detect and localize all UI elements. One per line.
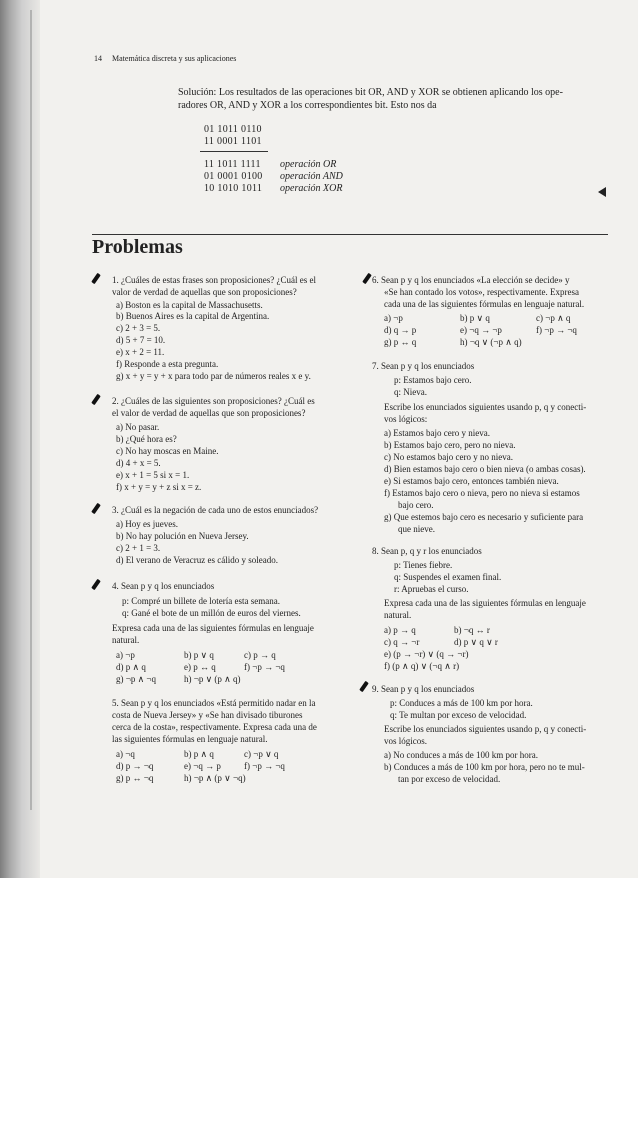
right-problem-line: q: Suspendes el examen final.: [394, 572, 502, 582]
operand-2: 11 0001 1101: [204, 136, 262, 147]
left-problem-line: q: Gané el bote de un millón de euros del viernes.: [122, 608, 301, 618]
right-problem-line: vos lógicos:: [384, 414, 428, 424]
result-and-label: operación AND: [280, 171, 343, 182]
left-problem-line: 4. Sean p y q los enunciados: [112, 581, 215, 591]
left-problem-line: a) Boston es la capital de Massachusetts.: [116, 300, 263, 310]
left-problem-line: e) ¬q → p: [184, 761, 221, 771]
right-problem-line: bajo cero.: [398, 500, 434, 510]
right-problem-line: e) Si estamos bajo cero, entonces también nieva.: [384, 476, 559, 486]
left-problem-line: a) No pasar.: [116, 422, 160, 432]
right-problem-line: e) (p → ¬r) ∨ (q → ¬r): [384, 649, 469, 659]
section-title: Problemas: [92, 236, 183, 258]
left-problem-line: g) x + y = y + x para todo par de números reales x e y.: [116, 371, 311, 381]
right-problem-line: b) Estamos bajo cero, pero no nieva.: [384, 440, 516, 450]
operand-1: 01 1011 0110: [204, 124, 262, 135]
right-problem-line: d) p ∨ q ∨ r: [454, 637, 498, 647]
pen-mark: [91, 394, 101, 405]
right-problem-line: f) Estamos bajo cero o nieva, pero no nieva si estamos: [384, 488, 580, 498]
left-problem-line: p: Compré un billete de lotería esta semana.: [122, 596, 280, 606]
right-problem-line: 8. Sean p, q y r los enunciados: [372, 546, 482, 556]
left-problem-line: b) p ∧ q: [184, 749, 214, 759]
left-problem-line: e) x + 2 = 11.: [116, 347, 165, 357]
left-problem-line: f) ¬p → ¬q: [244, 761, 285, 771]
right-problem-line: q: Te multan por exceso de velocidad.: [390, 710, 527, 720]
left-problem-line: d) p ∧ q: [116, 662, 146, 672]
right-problem-line: «Se han contado los votos», respectivamente. Expresa: [384, 287, 579, 297]
left-problem-line: e) x + 1 = 5 si x = 1.: [116, 470, 190, 480]
result-or-bits: 11 1011 1111: [204, 159, 261, 170]
right-problem-line: a) Estamos bajo cero y nieva.: [384, 428, 490, 438]
left-problem-line: costa de Nueva Jersey» y «Se han divisado tiburones: [112, 710, 303, 720]
left-problem-line: g) ¬p ∧ ¬q: [116, 674, 156, 684]
right-problem-line: que nieve.: [398, 524, 435, 534]
right-problem-line: f) (p ∧ q) ∨ (¬q ∧ r): [384, 661, 460, 671]
running-head: Matemática discreta y sus aplicaciones: [112, 54, 237, 63]
result-or-label: operación OR: [280, 159, 337, 170]
right-problem-line: p: Conduces a más de 100 km por hora.: [390, 698, 533, 708]
right-problem-line: 7. Sean p y q los enunciados: [372, 361, 475, 371]
left-problem-line: d) 5 + 7 = 10.: [116, 335, 166, 345]
right-problem-line: g) p ↔ q: [384, 337, 417, 347]
right-problem-line: cada una de las siguientes fórmulas en lenguaje natural.: [384, 299, 585, 309]
pen-mark: [91, 273, 101, 284]
left-problem-line: Expresa cada una de las siguientes fórmulas en lenguaje: [112, 623, 314, 633]
left-problem-line: b) p ∨ q: [184, 650, 214, 660]
right-problem-line: a) p → q: [384, 625, 416, 635]
right-problem-line: e) ¬q → ¬p: [460, 325, 502, 335]
left-problem-line: natural.: [112, 635, 140, 645]
right-problem-line: tan por exceso de velocidad.: [398, 774, 501, 784]
left-problem-line: a) Hoy es jueves.: [116, 519, 178, 529]
right-problem-line: a) No conduces a más de 100 km por hora.: [384, 750, 538, 760]
left-problem-line: e) p ↔ q: [184, 662, 216, 672]
right-problem-line: c) q → ¬r: [384, 637, 420, 647]
left-problem-line: d) p → ¬q: [116, 761, 154, 771]
page-binding-shadow: [0, 0, 40, 878]
left-problem-line: cerca de la costa», respectivamente. Expresa cada una de: [112, 722, 317, 732]
right-problem-line: b) Conduces a más de 100 km por hora, pero no te mul-: [384, 762, 585, 772]
right-problem-line: b) p ∨ q: [460, 313, 490, 323]
left-problem-line: h) ¬p ∨ (p ∧ q): [184, 674, 241, 684]
left-problem-line: las siguientes fórmulas en lenguaje natural.: [112, 734, 268, 744]
pen-mark: [91, 579, 101, 590]
right-problem-line: g) Que estemos bajo cero es necesario y suficiente para: [384, 512, 584, 522]
right-problem-line: 6. Sean p y q los enunciados «La elección se decide» y: [372, 275, 570, 285]
result-xor-label: operación XOR: [280, 183, 343, 194]
right-problem-line: Escribe los enunciados siguientes usando p, q y conecti-: [384, 724, 587, 734]
section-rule: [92, 234, 608, 235]
left-problem-line: f) Responde a esta pregunta.: [116, 359, 219, 369]
left-problem-line: c) No hay moscas en Maine.: [116, 446, 219, 456]
left-problem-line: g) p ↔ ¬q: [116, 773, 154, 783]
left-problem-line: b) No hay polución en Nueva Jersey.: [116, 531, 249, 541]
left-problem-line: 5. Sean p y q los enunciados «Está permitido nadar en la: [112, 698, 316, 708]
left-problem-line: 2. ¿Cuáles de las siguientes son proposiciones? ¿Cuál es: [112, 396, 315, 406]
left-problem-line: c) 2 + 3 = 5.: [116, 323, 161, 333]
left-problem-line: f) ¬p → ¬q: [244, 662, 285, 672]
left-problem-line: a) ¬q: [116, 749, 135, 759]
right-problem-line: r: Apruebas el curso.: [394, 584, 469, 594]
right-problem-line: h) ¬q ∨ (¬p ∧ q): [460, 337, 522, 347]
right-problem-line: natural.: [384, 610, 412, 620]
left-problem-line: 3. ¿Cuál es la negación de cada uno de estos enunciados?: [112, 505, 319, 515]
result-xor-bits: 10 1010 1011: [204, 183, 263, 194]
page-number: 14: [94, 54, 102, 63]
pen-mark: [362, 273, 372, 284]
left-problem-line: c) ¬p ∨ q: [244, 749, 279, 759]
left-problem-line: valor de verdad de aquellas que son proposiciones?: [112, 287, 297, 297]
solution-line-1: Solución: Los resultados de las operaciones bit OR, AND y XOR se obtienen aplicando los ope-: [178, 87, 563, 98]
left-problem-line: d) 4 + x = 5.: [116, 458, 161, 468]
left-problem-line: b) ¿Qué hora es?: [116, 434, 177, 444]
pen-mark: [91, 503, 101, 514]
left-problem-line: 1. ¿Cuáles de estas frases son proposiciones? ¿Cuál es el: [112, 275, 316, 285]
right-problem-line: c) No estamos bajo cero y no nieva.: [384, 452, 513, 462]
left-problem-line: h) ¬p ∧ (p ∨ ¬q): [184, 773, 246, 783]
left-problem-line: b) Buenos Aires es la capital de Argentina.: [116, 311, 270, 321]
pen-mark: [359, 681, 369, 692]
left-problem-line: c) 2 + 1 = 3.: [116, 543, 161, 553]
right-problem-line: q: Nieva.: [394, 387, 427, 397]
sum-rule: [200, 151, 268, 152]
right-problem-line: a) ¬p: [384, 313, 403, 323]
result-and-bits: 01 0001 0100: [204, 171, 263, 182]
right-problem-line: p: Tienes fiebre.: [394, 560, 453, 570]
left-problem-line: d) El verano de Veracruz es cálido y soleado.: [116, 555, 279, 565]
right-problem-line: d) q → p: [384, 325, 417, 335]
right-problem-line: Escribe los enunciados siguientes usando p, q y conecti-: [384, 402, 587, 412]
right-problem-line: p: Estamos bajo cero.: [394, 375, 472, 385]
right-problem-line: c) ¬p ∧ q: [536, 313, 571, 323]
left-problem-line: el valor de verdad de aquellas que son proposiciones?: [112, 408, 306, 418]
left-problem-line: f) x + y = y + z si x = z.: [116, 482, 202, 492]
right-problem-line: d) Bien estamos bajo cero o bien nieva (o ambas cosas).: [384, 464, 586, 474]
left-problem-line: a) ¬p: [116, 650, 135, 660]
right-problem-line: b) ¬q ↔ r: [454, 625, 490, 635]
end-of-solution-mark: [598, 187, 606, 197]
right-problem-line: 9. Sean p y q los enunciados: [372, 684, 475, 694]
left-problem-line: c) p → q: [244, 650, 276, 660]
right-problem-line: Expresa cada una de las siguientes fórmulas en lenguaje: [384, 598, 586, 608]
right-problem-line: f) ¬p → ¬q: [536, 325, 577, 335]
right-problem-line: vos lógicos.: [384, 736, 428, 746]
solution-line-2: radores OR, AND y XOR a los correspondientes bit. Esto nos da: [178, 100, 437, 111]
